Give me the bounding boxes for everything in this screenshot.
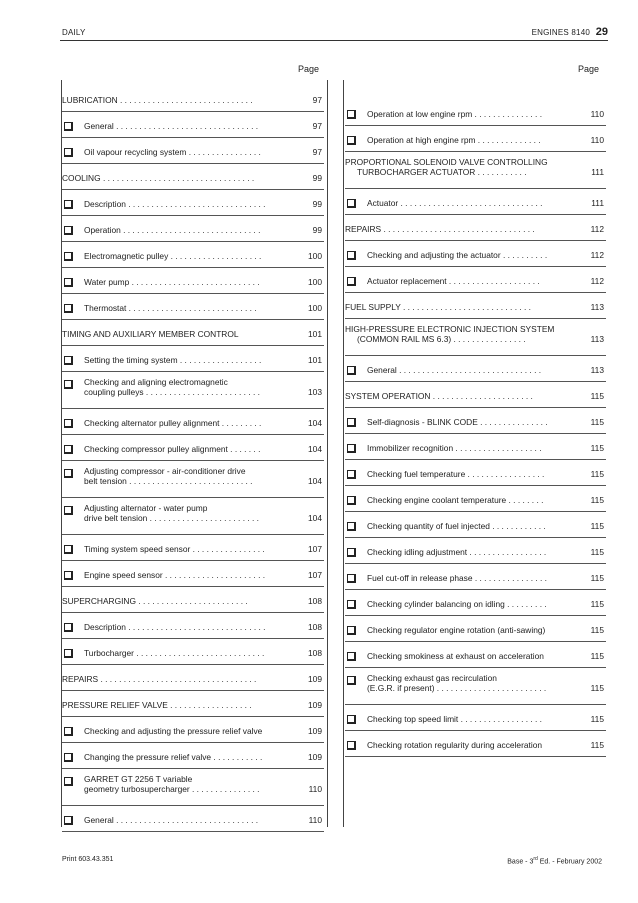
- toc-entry-title: Thermostat . . . . . . . . . . . . . . . . . . . . . . . . . . . .: [84, 303, 257, 313]
- checkbox-bullet-icon: [64, 226, 73, 235]
- toc-entry: [62, 268, 324, 294]
- toc-entry-title: Timing system speed sensor . . . . . . . . . . . . . . . .: [84, 544, 265, 554]
- toc-entry-title: REPAIRS . . . . . . . . . . . . . . . . . . . . . . . . . . . . . . . . .: [345, 224, 535, 234]
- toc-entry: [62, 164, 324, 190]
- checkbox-bullet-icon: [64, 304, 73, 313]
- toc-entry-page: 115: [590, 547, 604, 557]
- toc-entry-page: 115: [590, 683, 604, 693]
- toc-entry: [62, 587, 324, 613]
- checkbox-bullet-icon: [347, 652, 356, 661]
- toc-entry-page: 115: [590, 740, 604, 750]
- toc-entry-page: 110: [590, 135, 604, 145]
- toc-entry-page: 115: [590, 714, 604, 724]
- right-toc-column: [345, 100, 606, 757]
- checkbox-bullet-icon: [347, 548, 356, 557]
- toc-entry-page: 109: [308, 752, 322, 762]
- toc-entry-title: Checking rotation regularity during acceleration: [367, 740, 543, 750]
- toc-entry-page: 115: [590, 417, 604, 427]
- toc-entry-title: PRESSURE RELIEF VALVE . . . . . . . . . . . . . . . . . .: [62, 700, 252, 710]
- checkbox-bullet-icon: [64, 445, 73, 454]
- toc-entry-title: Checking idling adjustment . . . . . . . . . . . . . . . . .: [367, 547, 547, 557]
- toc-entry-page: 109: [308, 700, 322, 710]
- toc-entry-title: Electromagnetic pulley . . . . . . . . . . . . . . . . . . . .: [84, 251, 262, 261]
- toc-entry-title: Fuel cut-off in release phase . . . . . . . . . . . . . . . .: [367, 573, 547, 583]
- toc-entry: [62, 639, 324, 665]
- toc-entry: [345, 189, 606, 215]
- toc-entry-title: Checking alternator pulley alignment . . . . . . . . .: [84, 418, 262, 428]
- toc-entry: [345, 705, 606, 731]
- toc-entry: [345, 564, 606, 590]
- toc-entry: [62, 691, 324, 717]
- toc-entry-title: Engine speed sensor . . . . . . . . . . . . . . . . . . . . . .: [84, 570, 266, 580]
- toc-entry-title: TIMING AND AUXILIARY MEMBER CONTROL: [62, 329, 239, 339]
- toc-entry-title: Water pump . . . . . . . . . . . . . . . . . . . . . . . . . . . .: [84, 277, 260, 287]
- checkbox-bullet-icon: [64, 122, 73, 131]
- toc-entry-title: Checking and adjusting the actuator . . . . . . . . . .: [367, 250, 548, 260]
- toc-entry-page: 115: [590, 495, 604, 505]
- toc-entry-title-continued: geometry turbosupercharger . . . . . . . . . . . . . . .: [84, 784, 260, 794]
- checkbox-bullet-icon: [347, 574, 356, 583]
- toc-entry-title-continued: (E.G.R. if present) . . . . . . . . . . . . . . . . . . . . . . . .: [367, 683, 547, 693]
- toc-entry-page: 115: [590, 651, 604, 661]
- toc-entry: [345, 460, 606, 486]
- toc-entry-title: Checking engine coolant temperature . . . . . . . .: [367, 495, 544, 505]
- toc-entry: [62, 806, 324, 832]
- toc-entry: [345, 434, 606, 460]
- toc-entry-title: Immobilizer recognition . . . . . . . . . . . . . . . . . . .: [367, 443, 542, 453]
- toc-entry: [345, 642, 606, 668]
- checkbox-bullet-icon: [347, 444, 356, 453]
- toc-entry-title-continued: belt tension . . . . . . . . . . . . . . . . . . . . . . . . . . .: [84, 476, 253, 486]
- checkbox-bullet-icon: [64, 148, 73, 157]
- toc-entry-title: General . . . . . . . . . . . . . . . . . . . . . . . . . . . . . . .: [84, 815, 259, 825]
- toc-entry: [62, 320, 324, 346]
- toc-entry-title: Turbocharger . . . . . . . . . . . . . . . . . . . . . . . . . . . .: [84, 648, 265, 658]
- footer-print-ref: Print 603.43.351: [62, 856, 114, 863]
- toc-entry-page: 113: [590, 334, 604, 344]
- toc-entry-page: 99: [312, 173, 322, 183]
- toc-entry: [62, 190, 324, 216]
- toc-entry-page: 112: [590, 276, 604, 286]
- toc-entry-page: 104: [308, 418, 322, 428]
- toc-entry: [345, 590, 606, 616]
- toc-entry-title: Self-diagnosis - BLINK CODE . . . . . . . . . . . . . . .: [367, 417, 548, 427]
- toc-entry: [62, 242, 324, 268]
- checkbox-bullet-icon: [64, 419, 73, 428]
- toc-entry: [62, 717, 324, 743]
- toc-entry-page: 109: [308, 674, 322, 684]
- left-toc-column: [62, 86, 324, 832]
- toc-entry: [62, 372, 324, 409]
- toc-entry-title: HIGH-PRESSURE ELECTRONIC INJECTION SYSTEM: [345, 324, 555, 334]
- toc-entry-page: 101: [308, 355, 322, 365]
- toc-entry-page: 103: [308, 387, 322, 397]
- header-right: ENGINES 8140: [531, 28, 590, 37]
- checkbox-bullet-icon: [64, 571, 73, 580]
- checkbox-bullet-icon: [347, 251, 356, 260]
- toc-entry-page: 110: [590, 109, 604, 119]
- checkbox-bullet-icon: [347, 199, 356, 208]
- toc-entry-title-continued: drive belt tension . . . . . . . . . . . . . . . . . . . . . . . .: [84, 513, 260, 523]
- toc-entry-page: 115: [590, 443, 604, 453]
- toc-entry-title: Description . . . . . . . . . . . . . . . . . . . . . . . . . . . . . .: [84, 622, 266, 632]
- toc-entry-page: 108: [308, 648, 322, 658]
- toc-entry-page: 100: [308, 251, 322, 261]
- toc-entry-title: Checking exhaust gas recirculation: [367, 673, 497, 683]
- toc-entry: [62, 461, 324, 498]
- toc-entry-page: 101: [308, 329, 322, 339]
- checkbox-bullet-icon: [347, 418, 356, 427]
- toc-entry-page: 115: [590, 391, 604, 401]
- checkbox-bullet-icon: [347, 366, 356, 375]
- toc-entry: [62, 216, 324, 242]
- toc-entry-title: Actuator . . . . . . . . . . . . . . . . . . . . . . . . . . . . . . .: [367, 198, 543, 208]
- toc-entry-page: 115: [590, 573, 604, 583]
- toc-entry-title: GARRET GT 2256 T variable: [84, 774, 193, 784]
- checkbox-bullet-icon: [64, 469, 73, 478]
- checkbox-bullet-icon: [347, 277, 356, 286]
- toc-entry: [62, 665, 324, 691]
- toc-entry-page: 99: [312, 199, 322, 209]
- toc-entry-title: Checking quantity of fuel injected . . . . . . . . . . . .: [367, 521, 546, 531]
- toc-entry-page: 115: [590, 469, 604, 479]
- footer-edition-suffix: Ed. - February 2002: [537, 858, 602, 866]
- toc-entry-title: SUPERCHARGING . . . . . . . . . . . . . . . . . . . . . . . .: [62, 596, 248, 606]
- toc-entry-page: 97: [312, 147, 322, 157]
- toc-entry: [345, 486, 606, 512]
- toc-entry: [62, 561, 324, 587]
- toc-entry-page: 113: [590, 365, 604, 375]
- checkbox-bullet-icon: [64, 200, 73, 209]
- toc-entry-title: Adjusting compressor - air-conditioner drive: [84, 466, 246, 476]
- toc-entry: [345, 215, 606, 241]
- toc-entry-title: Operation . . . . . . . . . . . . . . . . . . . . . . . . . . . . . .: [84, 225, 261, 235]
- toc-entry-title: Oil vapour recycling system . . . . . . . . . . . . . . . .: [84, 147, 261, 157]
- page-number: 29: [595, 26, 608, 38]
- toc-entry-title: Checking cylinder balancing on idling . . . . . . . . .: [367, 599, 547, 609]
- footer-edition: [507, 856, 602, 865]
- toc-entry: [345, 356, 606, 382]
- toc-entry: [345, 241, 606, 267]
- checkbox-bullet-icon: [347, 741, 356, 750]
- footer-edition-prefix: Base - 3: [507, 858, 534, 866]
- toc-entry: [345, 382, 606, 408]
- checkbox-bullet-icon: [64, 816, 73, 825]
- checkbox-bullet-icon: [64, 380, 73, 389]
- toc-entry-page: 112: [590, 250, 604, 260]
- toc-entry-page: 100: [308, 277, 322, 287]
- toc-entry: [345, 293, 606, 319]
- checkbox-bullet-icon: [64, 649, 73, 658]
- toc-entry: [345, 126, 606, 152]
- toc-entry-title: Checking and aligning electromagnetic: [84, 377, 228, 387]
- toc-entry-title: Actuator replacement . . . . . . . . . . . . . . . . . . . .: [367, 276, 540, 286]
- toc-entry: [62, 294, 324, 320]
- checkbox-bullet-icon: [64, 356, 73, 365]
- middle-right-divider: [343, 80, 344, 827]
- toc-entry-title: Operation at high engine rpm . . . . . . . . . . . . . .: [367, 135, 541, 145]
- toc-entry-title: PROPORTIONAL SOLENOID VALVE CONTROLLING: [345, 157, 548, 167]
- toc-entry: [62, 86, 324, 112]
- toc-entry-title: Adjusting alternator - water pump: [84, 503, 208, 513]
- toc-entry-page: 111: [591, 167, 604, 177]
- toc-entry-page: 104: [308, 476, 322, 486]
- toc-entry: [62, 498, 324, 535]
- toc-entry-page: 108: [308, 596, 322, 606]
- toc-entry-title: Setting the timing system . . . . . . . . . . . . . . . . . .: [84, 355, 262, 365]
- toc-entry-title: LUBRICATION . . . . . . . . . . . . . . . . . . . . . . . . . . . . .: [62, 95, 253, 105]
- toc-entry-page: 104: [308, 513, 322, 523]
- checkbox-bullet-icon: [347, 626, 356, 635]
- checkbox-bullet-icon: [64, 506, 73, 515]
- checkbox-bullet-icon: [64, 545, 73, 554]
- toc-entry: [62, 112, 324, 138]
- toc-entry-page: 115: [590, 599, 604, 609]
- toc-entry-title: Checking compressor pulley alignment . . . . . . .: [84, 444, 261, 454]
- toc-entry-title: SYSTEM OPERATION . . . . . . . . . . . . . . . . . . . . . .: [345, 391, 533, 401]
- toc-entry: [62, 435, 324, 461]
- checkbox-bullet-icon: [347, 676, 356, 685]
- toc-entry-title: FUEL SUPPLY . . . . . . . . . . . . . . . . . . . . . . . . . . . .: [345, 302, 532, 312]
- toc-entry-title: General . . . . . . . . . . . . . . . . . . . . . . . . . . . . . . .: [367, 365, 542, 375]
- toc-entry-page: 112: [590, 224, 604, 234]
- checkbox-bullet-icon: [64, 727, 73, 736]
- checkbox-bullet-icon: [347, 522, 356, 531]
- left-column-page-header: Page: [298, 64, 320, 74]
- toc-entry: [62, 613, 324, 639]
- toc-entry-title: REPAIRS . . . . . . . . . . . . . . . . . . . . . . . . . . . . . . . . . .: [62, 674, 257, 684]
- right-column-page-header: Page: [578, 64, 600, 74]
- toc-entry: [345, 731, 606, 757]
- toc-entry-title: Description . . . . . . . . . . . . . . . . . . . . . . . . . . . . . .: [84, 199, 266, 209]
- toc-entry: [345, 152, 606, 189]
- toc-entry-page: 107: [308, 570, 322, 580]
- toc-entry-title: Checking fuel temperature . . . . . . . . . . . . . . . . .: [367, 469, 545, 479]
- toc-entry-title: Checking regulator engine rotation (anti-sawing): [367, 625, 546, 635]
- checkbox-bullet-icon: [347, 136, 356, 145]
- toc-entry: [345, 319, 606, 356]
- toc-entry-page: 115: [590, 521, 604, 531]
- toc-entry-page: 100: [308, 303, 322, 313]
- toc-entry-page: 97: [312, 121, 322, 131]
- toc-entry: [62, 409, 324, 435]
- toc-entry-title: Checking top speed limit . . . . . . . . . . . . . . . . . .: [367, 714, 543, 724]
- middle-left-divider: [327, 80, 328, 827]
- footer-edition-sup: rd: [533, 856, 538, 862]
- toc-entry: [345, 267, 606, 293]
- checkbox-bullet-icon: [64, 777, 73, 786]
- toc-entry: [345, 668, 606, 705]
- toc-entry-title: General . . . . . . . . . . . . . . . . . . . . . . . . . . . . . . .: [84, 121, 259, 131]
- toc-entry-page: 115: [590, 625, 604, 635]
- toc-entry: [345, 616, 606, 642]
- toc-entry: [62, 535, 324, 561]
- header-rule: [60, 40, 608, 41]
- toc-entry-title-continued: (COMMON RAIL MS 6.3) . . . . . . . . . . . . . . . .: [357, 334, 526, 344]
- checkbox-bullet-icon: [64, 278, 73, 287]
- toc-entry: [62, 769, 324, 806]
- toc-entry-page: 104: [308, 444, 322, 454]
- toc-entry-title: Checking smokiness at exhaust on acceleration: [367, 651, 544, 661]
- toc-entry-page: 113: [590, 302, 604, 312]
- checkbox-bullet-icon: [64, 623, 73, 632]
- toc-entry: [62, 138, 324, 164]
- checkbox-bullet-icon: [64, 753, 73, 762]
- checkbox-bullet-icon: [64, 252, 73, 261]
- checkbox-bullet-icon: [347, 110, 356, 119]
- toc-entry-page: 111: [591, 198, 604, 208]
- toc-entry: [62, 743, 324, 769]
- header-left: DAILY: [62, 28, 86, 37]
- toc-entry: [345, 100, 606, 126]
- checkbox-bullet-icon: [347, 470, 356, 479]
- toc-entry-page: 107: [308, 544, 322, 554]
- toc-entry-title: COOLING . . . . . . . . . . . . . . . . . . . . . . . . . . . . . . . . .: [62, 173, 255, 183]
- toc-entry-title: Operation at low engine rpm . . . . . . . . . . . . . . .: [367, 109, 543, 119]
- toc-entry: [345, 408, 606, 434]
- toc-entry-title: Changing the pressure relief valve . . . . . . . . . . .: [84, 752, 263, 762]
- checkbox-bullet-icon: [347, 496, 356, 505]
- toc-entry-page: 97: [312, 95, 322, 105]
- toc-entry-page: 108: [308, 622, 322, 632]
- toc-entry-page: 99: [312, 225, 322, 235]
- checkbox-bullet-icon: [347, 715, 356, 724]
- toc-entry-title-continued: TURBOCHARGER ACTUATOR . . . . . . . . . . .: [357, 167, 527, 177]
- toc-entry: [62, 346, 324, 372]
- toc-entry-title-continued: coupling pulleys . . . . . . . . . . . . . . . . . . . . . . . . .: [84, 387, 260, 397]
- toc-entry-page: 109: [308, 726, 322, 736]
- toc-entry-page: 110: [308, 784, 322, 794]
- toc-entry: [345, 538, 606, 564]
- toc-entry-page: 110: [308, 815, 322, 825]
- toc-entry: [345, 512, 606, 538]
- checkbox-bullet-icon: [347, 600, 356, 609]
- toc-entry-title: Checking and adjusting the pressure relief valve: [84, 726, 263, 736]
